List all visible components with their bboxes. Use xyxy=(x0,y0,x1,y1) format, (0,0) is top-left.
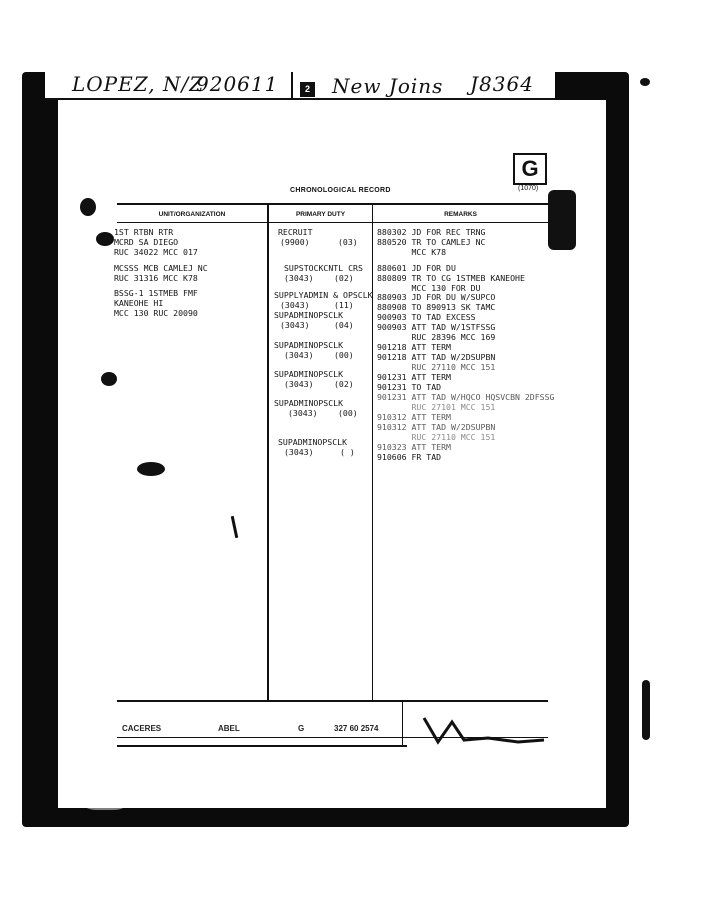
duty-number: (02) xyxy=(334,273,354,283)
remark-line: 880302 JD FOR REC TRNG xyxy=(377,227,486,237)
handwritten-date: 920611 xyxy=(196,72,279,96)
scan-blot xyxy=(640,78,650,86)
footer-ssn: 327 60 2574 xyxy=(334,724,379,733)
unit-line: BSSG-1 1STMEB FMF xyxy=(114,288,198,298)
duty-code: (3043) xyxy=(284,350,314,360)
duty-title: SUPADMINOPSCLK xyxy=(278,437,348,447)
remark-line: 900903 TO TAD EXCESS xyxy=(377,312,476,322)
unit-line: RUC 34022 MCC 017 xyxy=(114,247,198,257)
unit-line: MCC 130 RUC 20090 xyxy=(114,308,198,318)
form-number: (1070) xyxy=(518,185,539,192)
column-divider xyxy=(267,203,269,700)
remark-line: 900903 ATT TAD W/1STFSSG xyxy=(377,322,496,332)
duty-title: SUPADMINOPSCLK xyxy=(274,340,344,350)
remark-line: 880809 TR TO CG 1STMEB KANEOHE xyxy=(377,273,525,283)
duty-title: RECRUIT xyxy=(278,227,313,237)
duty-number: ( ) xyxy=(340,447,355,457)
remark-line: 901231 ATT TERM xyxy=(377,372,451,382)
section-letter-box: G xyxy=(513,153,547,185)
remark-line: 910312 ATT TERM xyxy=(377,412,451,422)
column-header-unit: UNIT/ORGANIZATION xyxy=(158,211,226,218)
remark-line: MCC 130 FOR DU xyxy=(377,283,481,293)
remark-line: 880908 TO 890913 SK TAMC xyxy=(377,302,496,312)
duty-title: SUPADMINOPSCLK xyxy=(274,398,344,408)
handwritten-label: New Joins xyxy=(332,74,444,98)
scan-blot xyxy=(548,190,576,250)
column-divider xyxy=(372,203,373,700)
scan-blot xyxy=(642,680,650,740)
duty-number: (00) xyxy=(334,350,354,360)
remark-line: 901231 TO TAD xyxy=(377,382,442,392)
remark-line: 901218 ATT TERM xyxy=(377,342,451,352)
remark-line: 901231 ATT TAD W/HQCO HQSVCBN 2DFSSG xyxy=(377,392,555,402)
footer-divider xyxy=(402,702,403,745)
duty-title: SUPADMINOPSCLK xyxy=(274,310,344,320)
unit-line: RUC 31316 MCC K78 xyxy=(114,273,198,283)
remark-line: RUC 27101 MCC 151 xyxy=(377,402,496,412)
footer-stamp-mark xyxy=(408,712,548,752)
remark-line: 910606 FR TAD xyxy=(377,452,442,462)
remark-line: MCC K78 xyxy=(377,247,447,257)
scan-blot xyxy=(101,372,117,386)
duty-title: SUPPLYADMIN & OPSCLK xyxy=(274,290,373,300)
footer-first-name: ABEL xyxy=(218,724,240,733)
duty-code: (3043) xyxy=(284,447,314,457)
duty-number: (02) xyxy=(334,379,354,389)
remark-line: 880601 JD FOR DU xyxy=(377,263,456,273)
duty-number: (00) xyxy=(338,408,358,418)
duty-number: (11) xyxy=(334,300,354,310)
column-header-remarks: REMARKS xyxy=(444,211,477,218)
form-title: CHRONOLOGICAL RECORD xyxy=(290,187,391,194)
duty-code: (3043) xyxy=(284,273,314,283)
unit-line: 1ST RTBN RTR xyxy=(114,227,174,237)
remark-line: 910323 ATT TERM xyxy=(377,442,451,452)
duty-title: SUPADMINOPSCLK xyxy=(274,369,344,379)
unit-line: MCSSS MCB CAMLEJ NC xyxy=(114,263,208,273)
footer-top-rule xyxy=(117,700,548,702)
footer-bottom-rule xyxy=(117,745,407,747)
duty-code: (3043) xyxy=(280,320,310,330)
duty-code: (9900) xyxy=(280,237,310,247)
footer-last-name: CACERES xyxy=(122,724,162,733)
remark-line: 901218 ATT TAD W/2DSUPBN xyxy=(377,352,496,362)
scan-blot xyxy=(96,232,114,246)
remark-line: RUC 28396 MCC 169 xyxy=(377,332,496,342)
column-header-duty: PRIMARY DUTY xyxy=(295,211,346,218)
footer-middle-initial: G xyxy=(298,724,305,733)
scan-blot xyxy=(80,198,96,216)
table-top-rule xyxy=(117,203,548,205)
duty-title: SUPSTOCKCNTL CRS xyxy=(284,263,363,273)
tab-number: 2 xyxy=(299,81,316,98)
remark-line: 880903 JD FOR DU W/SUPCO xyxy=(377,292,496,302)
remark-line: RUC 27110 MCC 151 xyxy=(377,432,496,442)
handwritten-name: LOPEZ, N/Z xyxy=(72,72,205,96)
remark-line: 910312 ATT TAD W/2DSUPBN xyxy=(377,422,496,432)
duty-code: (3043) xyxy=(280,300,310,310)
header-bottom-rule xyxy=(117,222,548,223)
remark-line: 880520 TR TO CAMLEJ NC xyxy=(377,237,486,247)
duty-number: (03) xyxy=(338,237,358,247)
unit-line: MCRD SA DIEGO xyxy=(114,237,179,247)
duty-code: (3043) xyxy=(284,379,314,389)
strip-divider xyxy=(291,72,293,100)
remark-line: RUC 27110 MCC 151 xyxy=(377,362,496,372)
duty-number: (04) xyxy=(334,320,354,330)
unit-line: KANEOHE HI xyxy=(114,298,164,308)
handwritten-code: J8364 xyxy=(470,72,534,96)
scan-blot xyxy=(137,462,165,476)
duty-code: (3043) xyxy=(288,408,318,418)
